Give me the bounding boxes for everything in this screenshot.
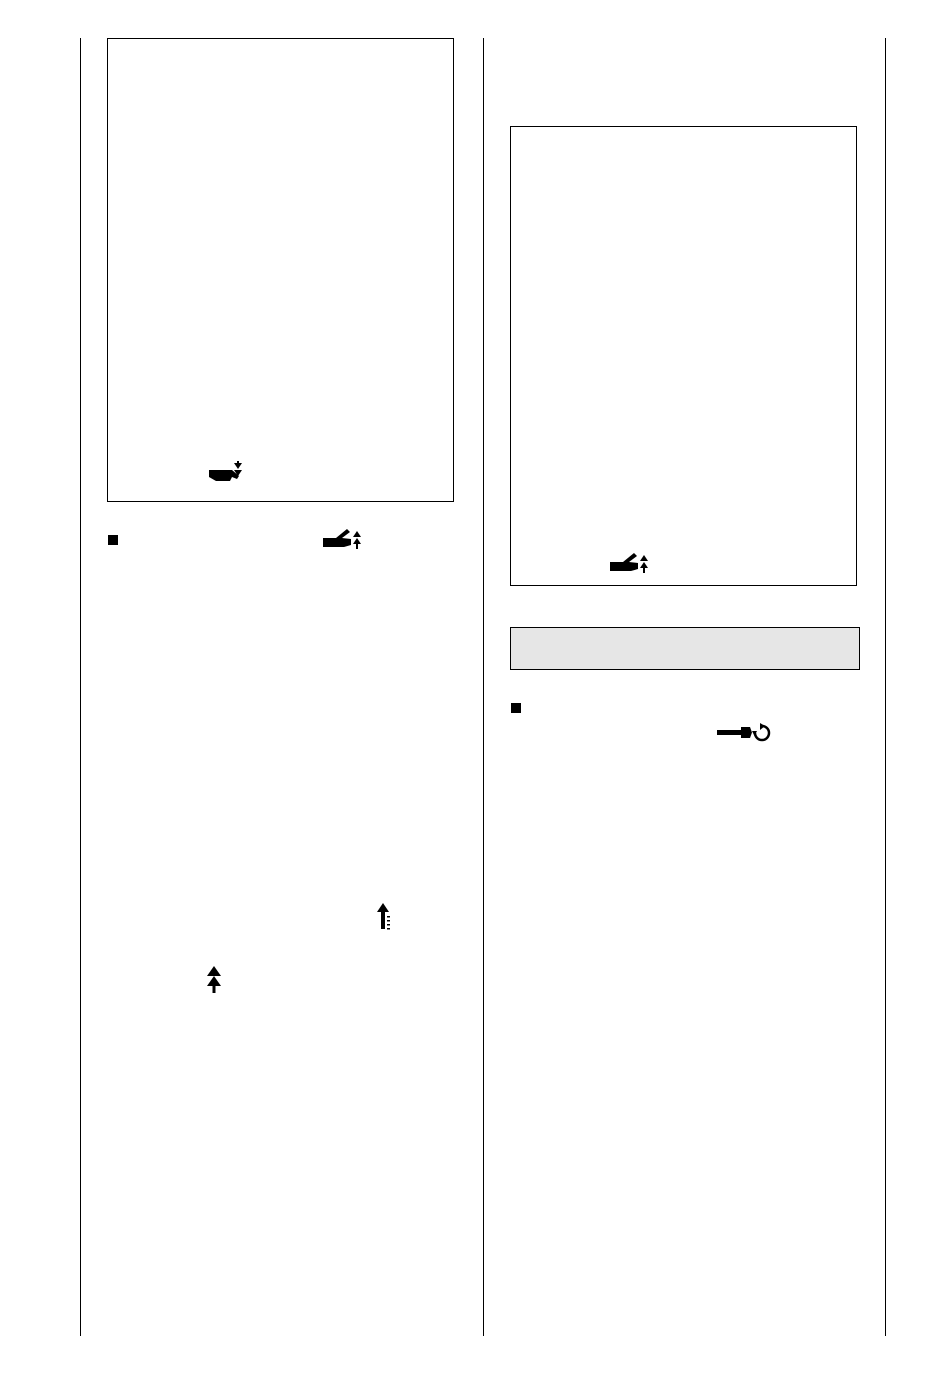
- rotate-tool-icon: [717, 723, 773, 743]
- bullet-marker: [511, 703, 521, 713]
- column-rule-right: [885, 38, 886, 1336]
- shaded-heading-panel: [510, 627, 860, 670]
- double-arrow-up-icon: [206, 966, 222, 994]
- right-framed-box: [510, 126, 857, 586]
- hand-raise-icon: [609, 551, 653, 575]
- column-rule-left: [80, 38, 81, 1336]
- arrow-up-scale-icon: [377, 903, 395, 931]
- hand-raise-icon: [322, 527, 366, 551]
- hand-lower-icon: [208, 461, 248, 487]
- column-rule-center: [483, 38, 484, 1336]
- bullet-marker: [108, 535, 118, 545]
- left-framed-box: [107, 38, 454, 502]
